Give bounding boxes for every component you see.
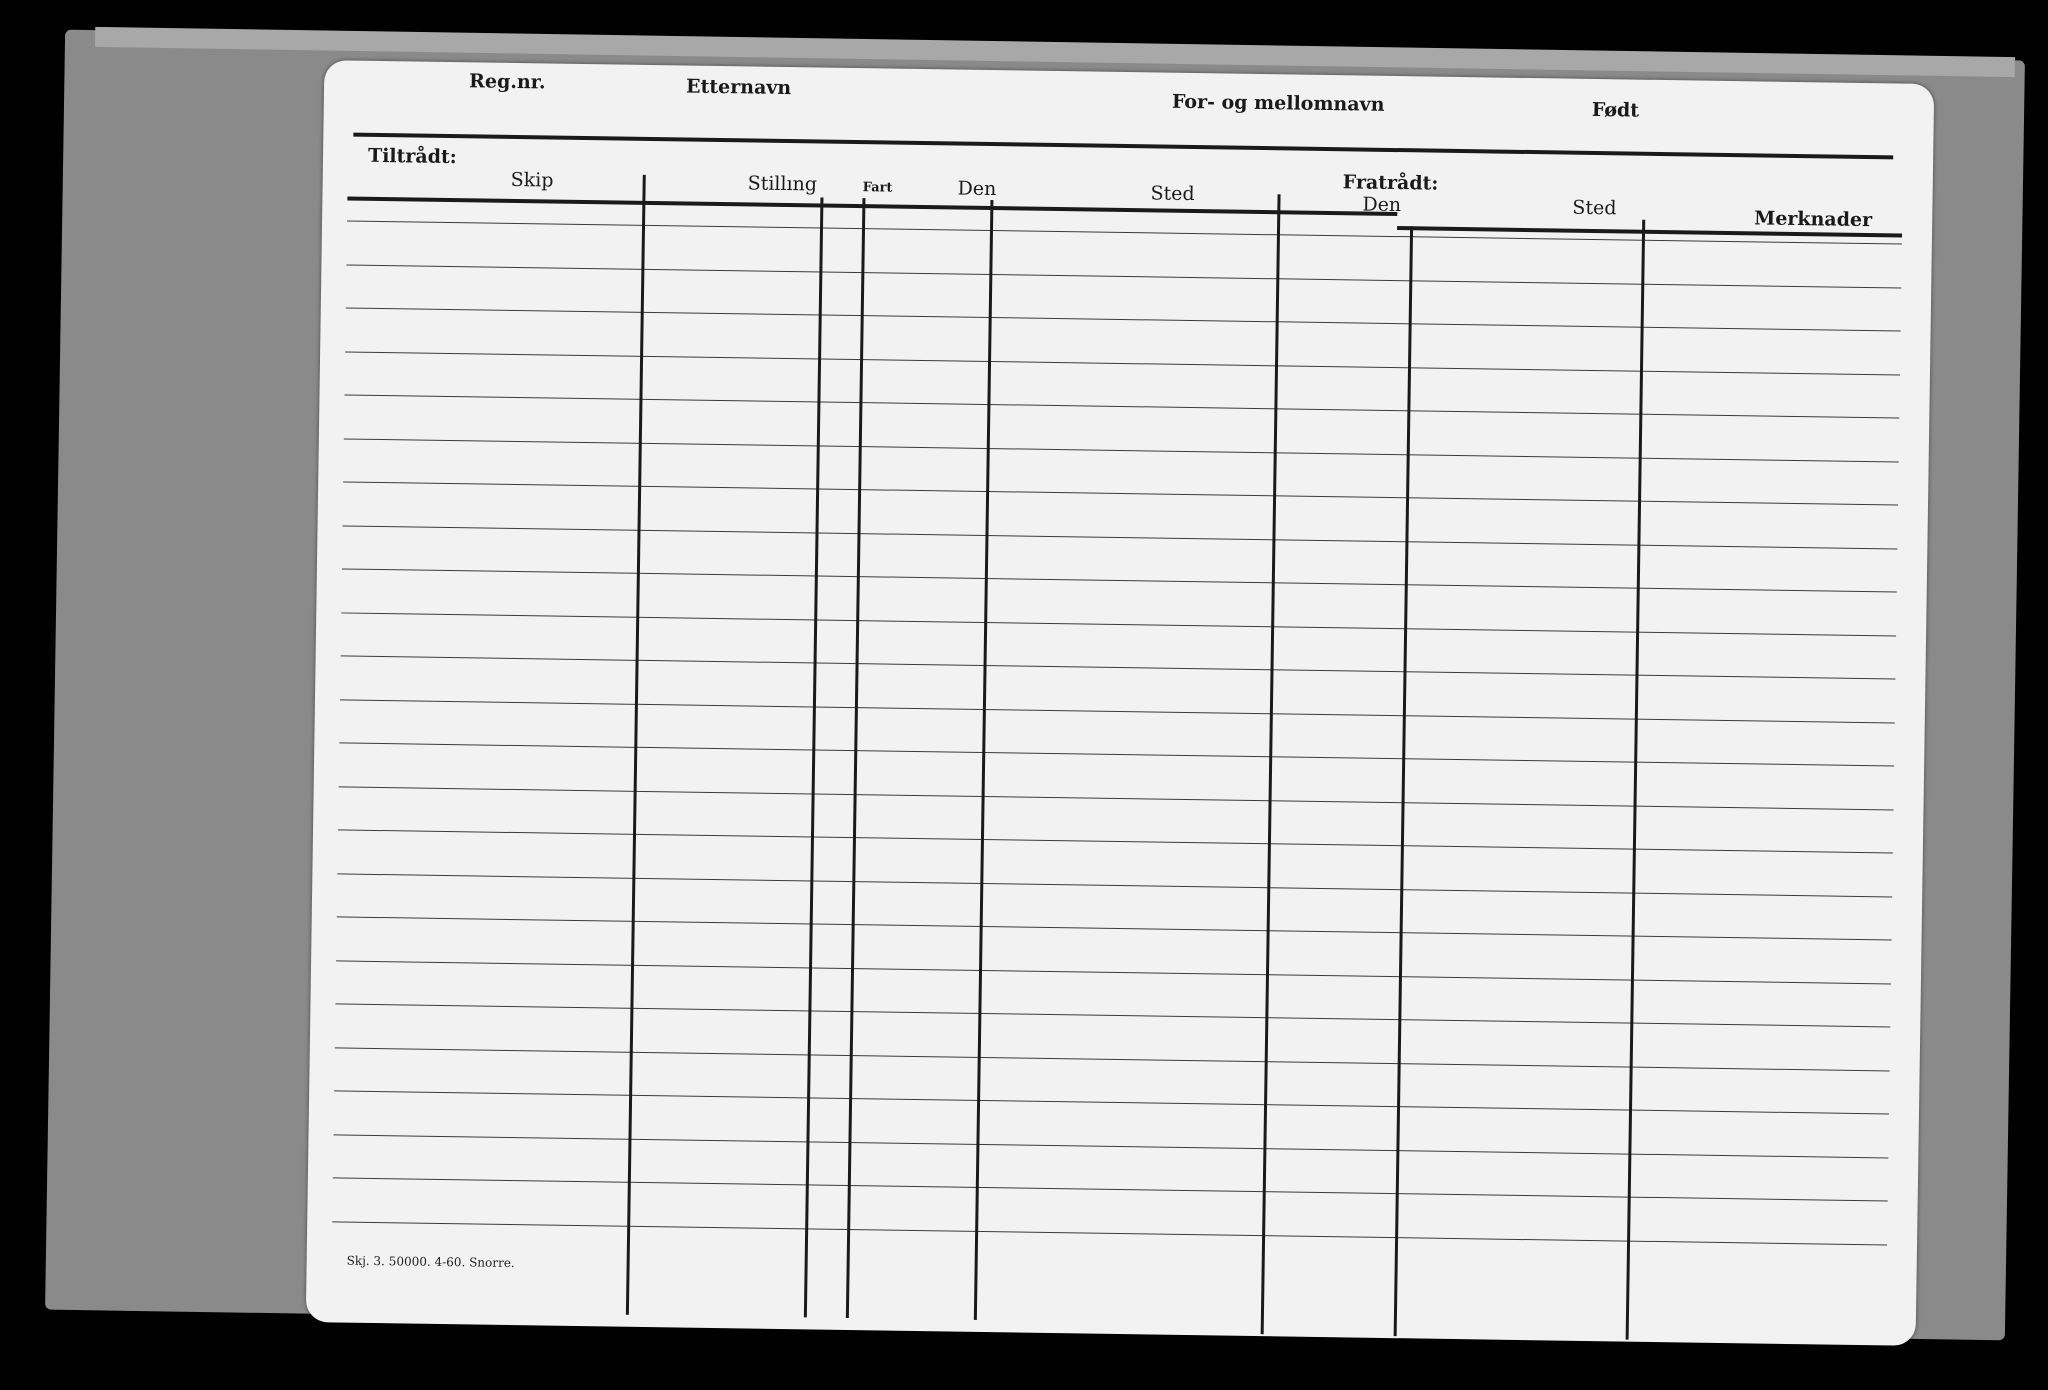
table-row (346, 307, 1901, 331)
fratradt-label: Fratrådt: (1342, 171, 1439, 195)
table-row (339, 742, 1894, 766)
form-footer: Skj. 3. 50000. 4-60. Snorre. (346, 1253, 515, 1271)
tiltradt-rule (347, 196, 1397, 216)
table-row (335, 1003, 1890, 1027)
table-row (337, 916, 1892, 940)
table-row (341, 655, 1896, 679)
table-row (343, 525, 1898, 549)
table-row (343, 481, 1898, 505)
fart-col-label: Fart (862, 180, 893, 196)
table-row (336, 960, 1891, 984)
merknader-col-label: Merknader (1754, 207, 1873, 232)
table-row (334, 1134, 1889, 1158)
den-col-label: Den (957, 177, 997, 201)
table-row (344, 394, 1899, 418)
header-rule (353, 133, 1893, 160)
fodt-label: Født (1591, 98, 1640, 122)
table-row (332, 1221, 1887, 1245)
sted-col-label: Sted (1150, 182, 1195, 206)
table-row (334, 1090, 1889, 1114)
record-card (306, 60, 1935, 1346)
table-row (344, 438, 1899, 462)
fratradt-den-col-label: Den (1362, 193, 1402, 217)
table-row (335, 1047, 1890, 1071)
reg-nr-label: Reg.nr. (468, 70, 546, 94)
table-row (345, 351, 1900, 375)
table-row (337, 873, 1892, 897)
for-og-mellomnavn-label: For- og mellomnavn (1171, 90, 1385, 116)
table-row (333, 1177, 1888, 1201)
stilling-col-label: Stillıng (747, 172, 818, 196)
table-row (346, 264, 1901, 288)
table-body (331, 220, 1902, 1323)
table-row (339, 786, 1894, 810)
skip-col-label: Skip (510, 168, 554, 192)
table-row (338, 829, 1893, 853)
table-row (342, 568, 1897, 592)
table-row (340, 699, 1895, 723)
etternavn-label: Etternavn (685, 75, 792, 100)
tiltradt-label: Tiltrådt: (367, 144, 457, 169)
fratradt-sted-col-label: Sted (1572, 196, 1617, 220)
table-row (341, 612, 1896, 636)
